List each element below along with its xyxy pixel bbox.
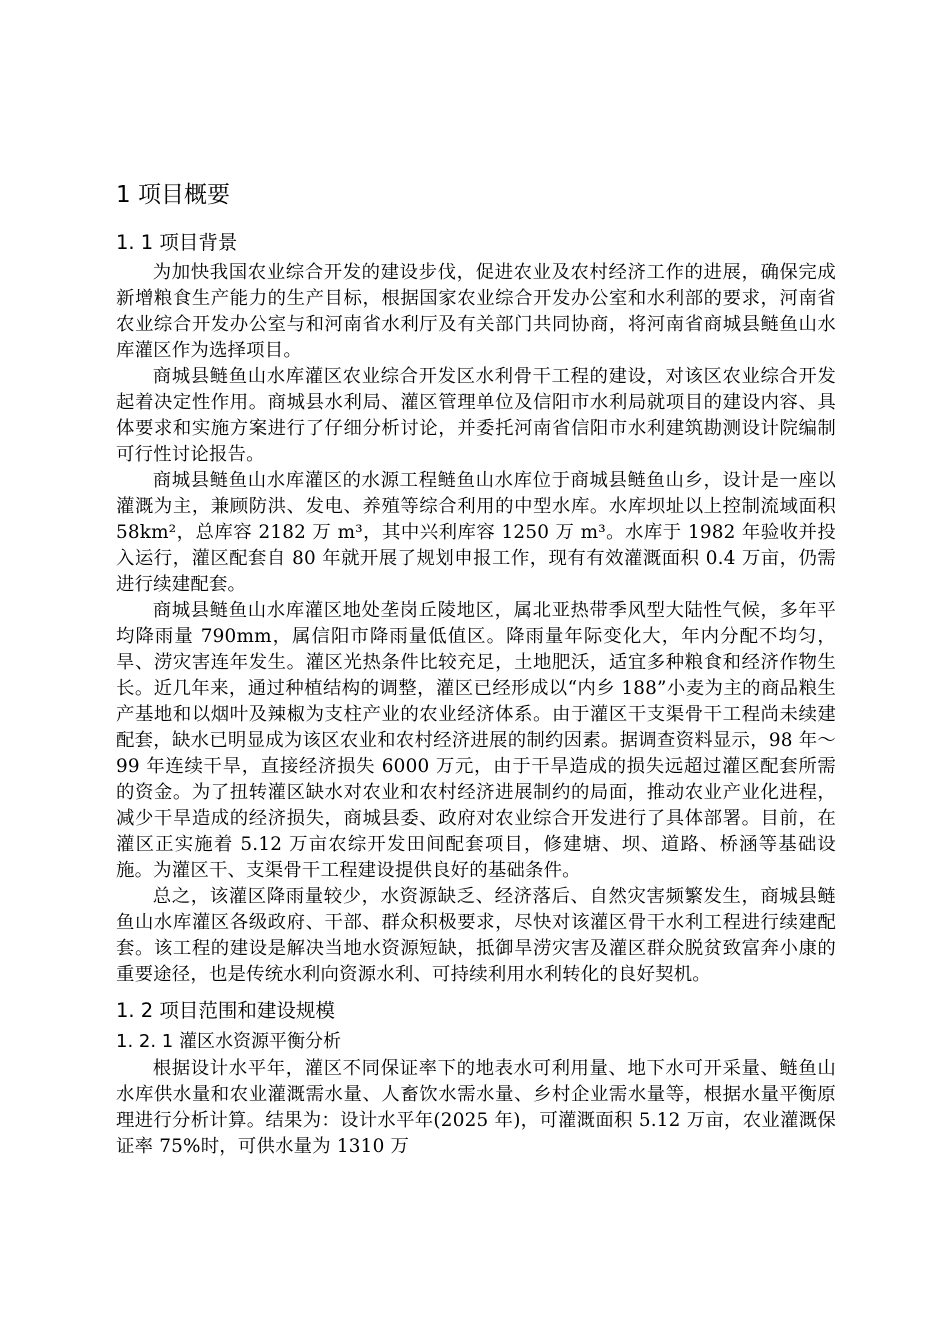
paragraph-1: 为加快我国农业综合开发的建设步伐，促进农业及农村经济工作的进展，确保完成新增粮食生产能力的生产目标，根据国家农业综合开发办公室和水利部的要求，河南省农业综合开发办公室与和河南省水利厅及有关部门共同协商，将河南省商城县鲢鱼山水库灌区作为选择项目。 xyxy=(116,262,836,361)
document-page xyxy=(116,176,836,1160)
paragraph-2: 商城县鲢鱼山水库灌区农业综合开发区水利骨干工程的建设，对该区农业综合开发起着决定性作用。商城县水利局、灌区管理单位及信阳市水利局就项目的建设内容、具体要求和实施方案进行了仔细分析讨论，并委托河南省信阳市水利建筑勘测设计院编制可行性讨论报告。 xyxy=(116,366,836,465)
chapter-title: 1 项目概要 xyxy=(116,182,230,208)
paragraph-4: 商城县鲢鱼山水库灌区地处垄岗丘陵地区，属北亚热带季风型大陆性气候，多年平均降雨量 790mm，属信阳市降雨量低值区。降雨量年际变化大，年内分配不均匀，旱、涝灾害连年发生。灌区光热条件比较充足，土地肥沃，适宜多种粮食和经济作物生长。近几年来，通过种植结构的调整，灌区已经形成以“内乡 188”小麦为主的商品粮生产基地和以烟叶及辣椒为支柱产业的农业经济体系。由于灌区干支渠骨干工程尚未续建配套，缺水已明显成为该区农业和农村经济进展的制约因素。据调查资料显示，98 年～99 年连续干旱，直接经济损失 6000 万元，由于干旱造成的损失远超过灌区配套所需的资金。为了扭转灌区缺水对农业和农村经济进展制约的局面，推动农业产业化进程，减少干旱造成的经济损失，商城县委、政府对农业综合开发进行了具体部署。目前，在灌区正实施着 5.12 万亩农综开发田间配套项目，修建塘、坝、道路、桥涵等基础设施。为灌区干、支渠骨干工程建设提供良好的基础条件。 xyxy=(116,600,836,881)
paragraph-water-balance: 根据设计水平年，灌区不同保证率下的地表水可利用量、地下水可开采量、鲢鱼山水库供水量和农业灌溉需水量、人畜饮水需水量、乡村企业需水量等，根据水量平衡原理进行分析计算。结果为：设计水平年(2025 年)，可灌溉面积 5.12 万亩，农业灌溉保证率 75%时，可供水量为 1310 万 xyxy=(116,1058,836,1157)
section-title-background: 1. 1 项目背景 xyxy=(116,231,238,254)
section-title-scope: 1. 2 项目范围和建设规模 xyxy=(116,999,335,1022)
paragraph-5: 总之，该灌区降雨量较少，水资源缺乏、经济落后、自然灾害频繁发生，商城县鲢鱼山水库灌区各级政府、干部、群众积极要求，尽快对该灌区骨干水利工程进行续建配套。该工程的建设是解决当地水资源短缺，抵御旱涝灾害及灌区群众脱贫致富奔小康的重要途径，也是传统水利向资源水利、可持续利用水利转化的良好契机。 xyxy=(116,886,836,985)
paragraph-3: 商城县鲢鱼山水库灌区的水源工程鲢鱼山水库位于商城县鲢鱼山乡，设计是一座以灌溉为主，兼顾防洪、发电、养殖等综合利用的中型水库。水库坝址以上控制流域面积 58km²，总库容 2182 万 m³，其中兴利库容 1250 万 m³。水库于 1982 年验收并投入运行，灌区配套自 80 年就开展了规划申报工作，现有有效灌溉面积 0.4 万亩，仍需进行续建配套。 xyxy=(116,470,836,595)
subsection-title-water-balance: 1. 2. 1 灌区水资源平衡分析 xyxy=(116,1031,341,1052)
